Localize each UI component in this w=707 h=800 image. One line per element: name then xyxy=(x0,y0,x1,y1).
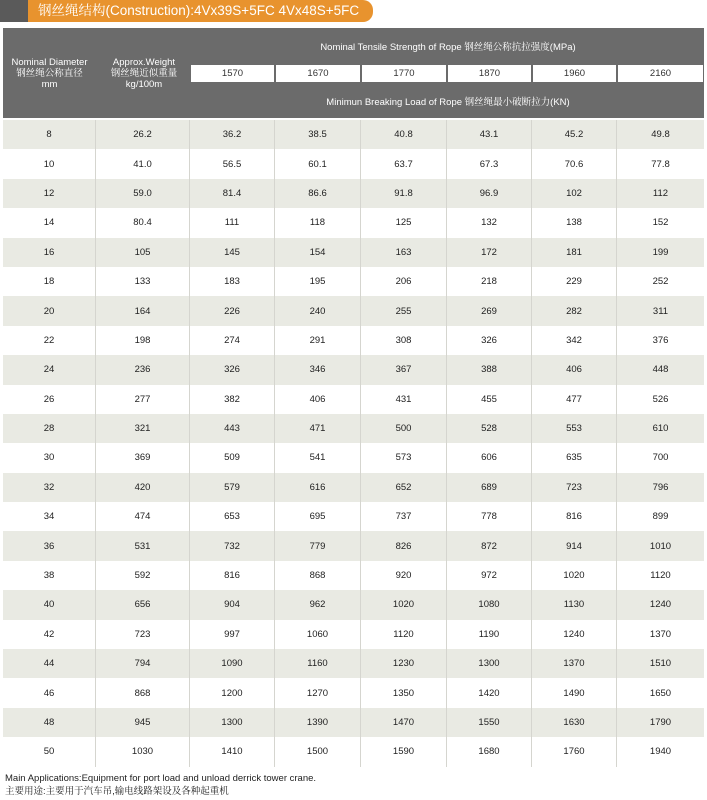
cell-breaking-load: 778 xyxy=(447,502,532,531)
cell-breaking-load: 1510 xyxy=(649,658,672,670)
cell-breaking-load: 199 xyxy=(652,246,669,258)
table-row xyxy=(3,531,704,560)
cell-diameter: 40 xyxy=(3,590,96,619)
table-row xyxy=(3,267,704,296)
cell-breaking-load: 1270 xyxy=(275,678,361,707)
cell-breaking-load: 45.2 xyxy=(532,120,617,149)
cell-breaking-load: 1020 xyxy=(532,561,617,590)
cell-breaking-load: 448 xyxy=(652,364,669,376)
cell-breaking-load: 229 xyxy=(532,267,617,296)
cell-breaking-load: 1300 xyxy=(190,708,275,737)
cell-breaking-load: 579 xyxy=(190,473,275,502)
header-weight xyxy=(98,28,190,118)
cell-diameter: 28 xyxy=(3,414,96,443)
cell-diameter: 34 xyxy=(3,502,96,531)
cell-weight: 794 xyxy=(96,649,190,678)
cell-diameter: 8 xyxy=(3,120,96,149)
cell-breaking-load: 737 xyxy=(361,502,447,531)
table-row xyxy=(3,326,704,355)
cell-breaking-load: 172 xyxy=(447,238,532,267)
cell-breaking-load: 723 xyxy=(532,473,617,502)
cell-breaking-load: 1410 xyxy=(190,737,275,766)
cell-breaking-load: 904 xyxy=(190,590,275,619)
title-marker xyxy=(0,0,28,22)
cell-breaking-load: 1240 xyxy=(649,599,672,611)
cell-breaking-load: 1010 xyxy=(649,540,672,552)
cell-breaking-load: 81.4 xyxy=(190,179,275,208)
header-weight-unit: kg/100m xyxy=(125,78,163,90)
cell-breaking-load: 152 xyxy=(652,217,669,229)
cell-breaking-load: 218 xyxy=(447,267,532,296)
cell-breaking-load: 816 xyxy=(190,561,275,590)
cell-breaking-load: 376 xyxy=(652,334,669,346)
cell-diameter: 42 xyxy=(3,620,96,649)
header-weight-cn: 钢丝绳近似重量 xyxy=(110,67,178,79)
cell-breaking-load: 125 xyxy=(361,208,447,237)
cell-diameter: 14 xyxy=(3,208,96,237)
cell-breaking-load: 311 xyxy=(652,305,669,317)
cell-breaking-load: 1650 xyxy=(649,687,672,699)
cell-breaking-load: 326 xyxy=(190,355,275,384)
cell-breaking-load: 86.6 xyxy=(275,179,361,208)
cell-weight: 277 xyxy=(96,385,190,414)
cell-breaking-load: 816 xyxy=(532,502,617,531)
header-grade-1670: 1670 xyxy=(276,65,360,82)
footer-applications-en: Main Applications:Equipment for port load and unload derrick tower crane. xyxy=(5,773,317,784)
table-row xyxy=(3,208,704,237)
cell-breaking-load: 63.7 xyxy=(361,149,447,178)
cell-breaking-load: 112 xyxy=(652,187,669,199)
cell-breaking-load: 252 xyxy=(652,276,669,288)
table-row xyxy=(3,120,704,149)
cell-breaking-load: 1060 xyxy=(275,620,361,649)
footer xyxy=(5,772,316,798)
cell-breaking-load: 96.9 xyxy=(447,179,532,208)
cell-weight: 945 xyxy=(96,708,190,737)
cell-breaking-load: 526 xyxy=(652,393,669,405)
cell-breaking-load: 56.5 xyxy=(190,149,275,178)
cell-breaking-load: 528 xyxy=(447,414,532,443)
cell-breaking-load: 274 xyxy=(190,326,275,355)
cell-breaking-load: 154 xyxy=(275,238,361,267)
cell-breaking-load: 118 xyxy=(275,208,361,237)
cell-breaking-load: 1470 xyxy=(361,708,447,737)
cell-weight: 868 xyxy=(96,678,190,707)
cell-breaking-load: 553 xyxy=(532,414,617,443)
cell-breaking-load: 1550 xyxy=(447,708,532,737)
cell-weight: 105 xyxy=(96,238,190,267)
table-row xyxy=(3,620,704,649)
cell-breaking-load: 652 xyxy=(361,473,447,502)
cell-breaking-load: 346 xyxy=(275,355,361,384)
cell-diameter: 26 xyxy=(3,385,96,414)
cell-breaking-load: 91.8 xyxy=(361,179,447,208)
cell-breaking-load: 1020 xyxy=(361,590,447,619)
cell-breaking-load: 1120 xyxy=(650,570,671,582)
cell-breaking-load: 195 xyxy=(275,267,361,296)
cell-diameter: 36 xyxy=(3,531,96,560)
cell-weight: 474 xyxy=(96,502,190,531)
cell-breaking-load: 67.3 xyxy=(447,149,532,178)
cell-weight: 26.2 xyxy=(96,120,190,149)
cell-breaking-load: 1420 xyxy=(447,678,532,707)
cell-weight: 723 xyxy=(96,620,190,649)
cell-weight: 592 xyxy=(96,561,190,590)
cell-diameter: 48 xyxy=(3,708,96,737)
cell-breaking-load: 181 xyxy=(532,238,617,267)
table-row xyxy=(3,149,704,178)
table-row xyxy=(3,179,704,208)
cell-diameter: 46 xyxy=(3,678,96,707)
cell-breaking-load: 1240 xyxy=(532,620,617,649)
cell-breaking-load: 388 xyxy=(447,355,532,384)
cell-diameter: 50 xyxy=(3,737,96,766)
cell-weight: 236 xyxy=(96,355,190,384)
cell-breaking-load: 1940 xyxy=(649,746,672,758)
cell-breaking-load: 1500 xyxy=(275,737,361,766)
footer-applications-cn: 主要用途:主要用于汽车吊,输电线路架设及各种起重机 xyxy=(5,786,229,797)
cell-breaking-load: 102 xyxy=(532,179,617,208)
cell-breaking-load: 1190 xyxy=(447,620,532,649)
table-row xyxy=(3,708,704,737)
cell-breaking-load: 920 xyxy=(361,561,447,590)
cell-diameter: 44 xyxy=(3,649,96,678)
header-tensile: Nominal Tensile Strength of Rope 钢丝绳公称抗拉强度(MPa) xyxy=(320,41,576,53)
cell-breaking-load: 573 xyxy=(361,443,447,472)
table-row xyxy=(3,238,704,267)
cell-diameter: 22 xyxy=(3,326,96,355)
cell-breaking-load: 1630 xyxy=(532,708,617,737)
cell-breaking-load: 653 xyxy=(190,502,275,531)
cell-breaking-load: 1080 xyxy=(447,590,532,619)
header-grade-1570: 1570 xyxy=(191,65,274,82)
cell-breaking-load: 183 xyxy=(190,267,275,296)
cell-diameter: 10 xyxy=(3,149,96,178)
cell-weight: 41.0 xyxy=(96,149,190,178)
cell-diameter: 20 xyxy=(3,296,96,325)
table-row xyxy=(3,678,704,707)
cell-breaking-load: 471 xyxy=(275,414,361,443)
cell-breaking-load: 1300 xyxy=(447,649,532,678)
cell-breaking-load: 689 xyxy=(447,473,532,502)
cell-breaking-load: 610 xyxy=(652,423,669,435)
cell-breaking-load: 732 xyxy=(190,531,275,560)
header-diameter xyxy=(3,28,96,118)
cell-weight: 164 xyxy=(96,296,190,325)
cell-breaking-load: 43.1 xyxy=(447,120,532,149)
table-row xyxy=(3,649,704,678)
cell-breaking-load: 111 xyxy=(190,208,275,237)
data-table xyxy=(3,120,704,767)
cell-breaking-load: 826 xyxy=(361,531,447,560)
cell-weight: 80.4 xyxy=(96,208,190,237)
cell-breaking-load: 163 xyxy=(361,238,447,267)
cell-breaking-load: 455 xyxy=(447,385,532,414)
cell-diameter: 32 xyxy=(3,473,96,502)
cell-weight: 198 xyxy=(96,326,190,355)
cell-breaking-load: 1790 xyxy=(649,717,672,728)
cell-breaking-load: 443 xyxy=(190,414,275,443)
cell-breaking-load: 326 xyxy=(447,326,532,355)
cell-breaking-load: 899 xyxy=(652,511,669,523)
cell-breaking-load: 382 xyxy=(190,385,275,414)
cell-breaking-load: 509 xyxy=(190,443,275,472)
cell-diameter: 16 xyxy=(3,238,96,267)
cell-breaking-load: 1590 xyxy=(361,737,447,766)
cell-breaking-load: 431 xyxy=(361,385,447,414)
table-row xyxy=(3,737,704,766)
cell-breaking-load: 962 xyxy=(275,590,361,619)
cell-breaking-load: 308 xyxy=(361,326,447,355)
cell-breaking-load: 872 xyxy=(447,531,532,560)
cell-weight: 321 xyxy=(96,414,190,443)
cell-diameter: 12 xyxy=(3,179,96,208)
cell-diameter: 38 xyxy=(3,561,96,590)
header-grade-1770: 1770 xyxy=(362,65,446,82)
cell-breaking-load: 1130 xyxy=(532,590,617,619)
cell-weight: 369 xyxy=(96,443,190,472)
cell-breaking-load: 342 xyxy=(532,326,617,355)
cell-weight: 1030 xyxy=(96,737,190,766)
cell-breaking-load: 70.6 xyxy=(532,149,617,178)
header-breaking: Minimun Breaking Load of Rope 钢丝绳最小破断拉力(KN) xyxy=(326,97,570,108)
cell-breaking-load: 38.5 xyxy=(275,120,361,149)
cell-breaking-load: 406 xyxy=(532,355,617,384)
cell-breaking-load: 145 xyxy=(190,238,275,267)
cell-breaking-load: 1370 xyxy=(532,649,617,678)
cell-breaking-load: 240 xyxy=(275,296,361,325)
cell-breaking-load: 60.1 xyxy=(275,149,361,178)
cell-weight: 59.0 xyxy=(96,179,190,208)
cell-breaking-load: 206 xyxy=(361,267,447,296)
cell-breaking-load: 138 xyxy=(532,208,617,237)
cell-breaking-load: 226 xyxy=(190,296,275,325)
cell-breaking-load: 1160 xyxy=(275,649,361,678)
header-grade-1960: 1960 xyxy=(533,65,616,82)
header-diameter-cn: 钢丝绳公称直径 xyxy=(16,67,83,79)
cell-breaking-load: 914 xyxy=(532,531,617,560)
header-weight-en: Approx.Weight xyxy=(112,56,176,68)
cell-breaking-load: 541 xyxy=(275,443,361,472)
cell-breaking-load: 269 xyxy=(447,296,532,325)
cell-breaking-load: 367 xyxy=(361,355,447,384)
cell-breaking-load: 700 xyxy=(652,452,669,464)
table-row xyxy=(3,385,704,414)
cell-breaking-load: 635 xyxy=(532,443,617,472)
title-bar xyxy=(0,0,373,22)
cell-breaking-load: 972 xyxy=(447,561,532,590)
cell-breaking-load: 868 xyxy=(275,561,361,590)
page-title: 钢丝绳结构(Construction):4Vx39S+5FC 4Vx48S+5FC xyxy=(28,0,373,22)
table-row xyxy=(3,561,704,590)
cell-breaking-load: 1090 xyxy=(190,649,275,678)
cell-breaking-load: 77.8 xyxy=(651,158,670,170)
cell-breaking-load: 779 xyxy=(275,531,361,560)
cell-breaking-load: 1120 xyxy=(361,620,447,649)
cell-breaking-load: 406 xyxy=(275,385,361,414)
cell-breaking-load: 291 xyxy=(275,326,361,355)
cell-breaking-load: 606 xyxy=(447,443,532,472)
cell-diameter: 30 xyxy=(3,443,96,472)
table-header xyxy=(3,28,704,118)
table-row xyxy=(3,502,704,531)
cell-breaking-load: 132 xyxy=(447,208,532,237)
cell-weight: 133 xyxy=(96,267,190,296)
cell-breaking-load: 49.8 xyxy=(651,129,670,141)
table-row xyxy=(3,296,704,325)
cell-breaking-load: 997 xyxy=(190,620,275,649)
cell-breaking-load: 1390 xyxy=(275,708,361,737)
table-row xyxy=(3,414,704,443)
table-row xyxy=(3,443,704,472)
cell-weight: 420 xyxy=(96,473,190,502)
cell-weight: 531 xyxy=(96,531,190,560)
cell-breaking-load: 1680 xyxy=(447,737,532,766)
cell-breaking-load: 1370 xyxy=(649,628,672,640)
table-row xyxy=(3,355,704,384)
cell-breaking-load: 1200 xyxy=(190,678,275,707)
table-row xyxy=(3,590,704,619)
header-grade-2160: 2160 xyxy=(618,65,703,82)
cell-breaking-load: 36.2 xyxy=(190,120,275,149)
header-diameter-en: Nominal Diameter xyxy=(11,56,88,68)
cell-breaking-load: 796 xyxy=(652,481,669,493)
cell-weight: 656 xyxy=(96,590,190,619)
header-diameter-unit: mm xyxy=(41,78,58,90)
cell-breaking-load: 477 xyxy=(532,385,617,414)
cell-breaking-load: 282 xyxy=(532,296,617,325)
cell-breaking-load: 40.8 xyxy=(361,120,447,149)
cell-breaking-load: 500 xyxy=(361,414,447,443)
cell-breaking-load: 1490 xyxy=(532,678,617,707)
cell-diameter: 18 xyxy=(3,267,96,296)
cell-breaking-load: 1350 xyxy=(361,678,447,707)
cell-breaking-load: 1760 xyxy=(532,737,617,766)
cell-diameter: 24 xyxy=(3,355,96,384)
cell-breaking-load: 695 xyxy=(275,502,361,531)
table-row xyxy=(3,473,704,502)
cell-breaking-load: 616 xyxy=(275,473,361,502)
cell-breaking-load: 255 xyxy=(361,296,447,325)
cell-breaking-load: 1230 xyxy=(361,649,447,678)
header-grade-1870: 1870 xyxy=(448,65,531,82)
